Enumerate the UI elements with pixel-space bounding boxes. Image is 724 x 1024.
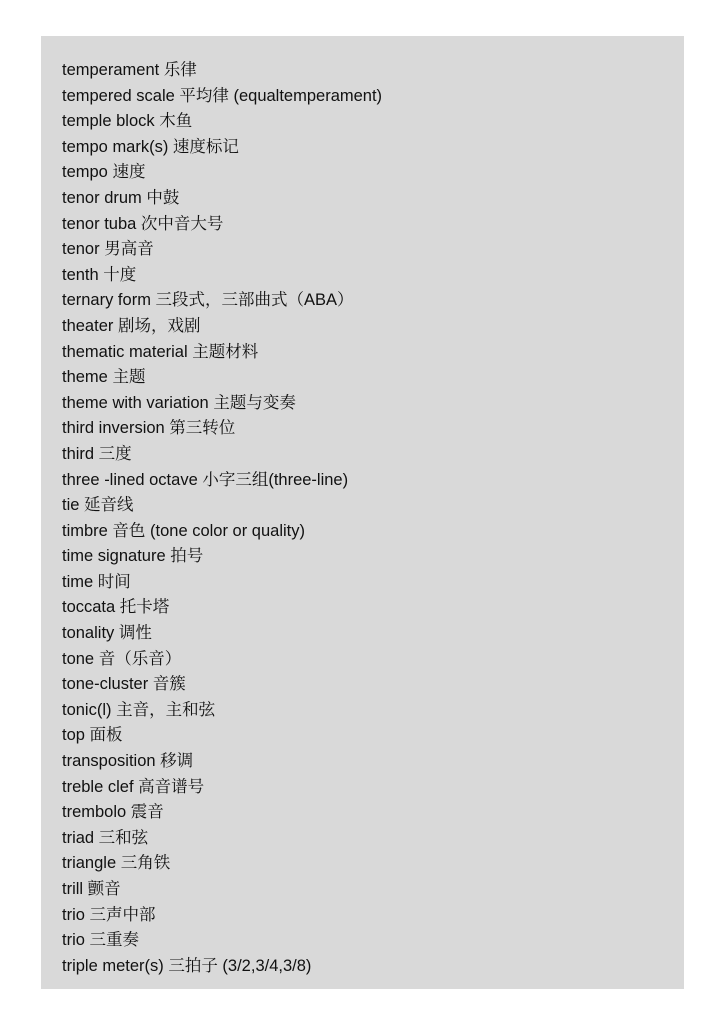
glossary-entry: transposition 移调 xyxy=(62,752,194,771)
glossary-entry: tenor tuba 次中音大号 xyxy=(62,214,224,233)
glossary-entry: thematic material 主题材料 xyxy=(62,342,259,361)
glossary-entry: trio 三声中部 xyxy=(62,905,156,924)
glossary-entry: theme 主题 xyxy=(62,368,146,387)
glossary-entry: tone 音（乐音） xyxy=(62,649,182,668)
glossary-entry: tonic(l) 主音，主和弦 xyxy=(62,700,216,719)
glossary-entry: three -lined octave 小字三组(three-line) xyxy=(62,470,349,489)
glossary-list xyxy=(62,58,684,979)
glossary-entry: third 三度 xyxy=(62,444,132,463)
glossary-entry: tempo 速度 xyxy=(62,163,146,182)
glossary-entry: tone-cluster 音簇 xyxy=(62,675,186,694)
glossary-entry: ternary form 三段式，三部曲式（ABA） xyxy=(62,291,354,310)
glossary-entry: toccata 托卡塔 xyxy=(62,598,170,617)
glossary-entry: top 面板 xyxy=(62,726,123,745)
glossary-entry: trill 颤音 xyxy=(62,880,121,898)
glossary-entry: trembolo 震音 xyxy=(62,803,164,822)
glossary-entry: tenth 十度 xyxy=(62,265,137,284)
glossary-entry: third inversion 第三转位 xyxy=(62,419,236,438)
glossary-entry: time signature 拍号 xyxy=(62,547,204,566)
glossary-entry: temple block 木鱼 xyxy=(62,112,193,131)
glossary-entry: treble clef 高音谱号 xyxy=(62,777,205,796)
glossary-entry: tonality 调性 xyxy=(62,624,152,643)
glossary-entry: tenor 男高音 xyxy=(62,240,154,259)
glossary-entry: tie 延音线 xyxy=(62,496,134,515)
glossary-entry: triad 三和弦 xyxy=(62,828,149,847)
glossary-entry: tempered scale 平均律 (equaltemperament) xyxy=(62,86,383,105)
glossary-entry: triple meter(s) 三拍子 (3/2,3/4,3/8) xyxy=(62,956,312,975)
glossary-entry: tempo mark(s) 速度标记 xyxy=(62,137,239,156)
glossary-entry: temperament 乐律 xyxy=(62,61,197,79)
glossary-entry: theme with variation 主题与变奏 xyxy=(62,393,296,412)
glossary-entry: triangle 三角铁 xyxy=(62,854,171,873)
glossary-entry: theater 剧场，戏剧 xyxy=(62,316,201,335)
glossary-page xyxy=(41,36,684,989)
glossary-entry: time 时间 xyxy=(62,572,131,591)
glossary-entry: timbre 音色 (tone color or quality) xyxy=(62,521,305,540)
glossary-entry: trio 三重奏 xyxy=(62,931,140,950)
glossary-entry: tenor drum 中鼓 xyxy=(62,188,180,207)
